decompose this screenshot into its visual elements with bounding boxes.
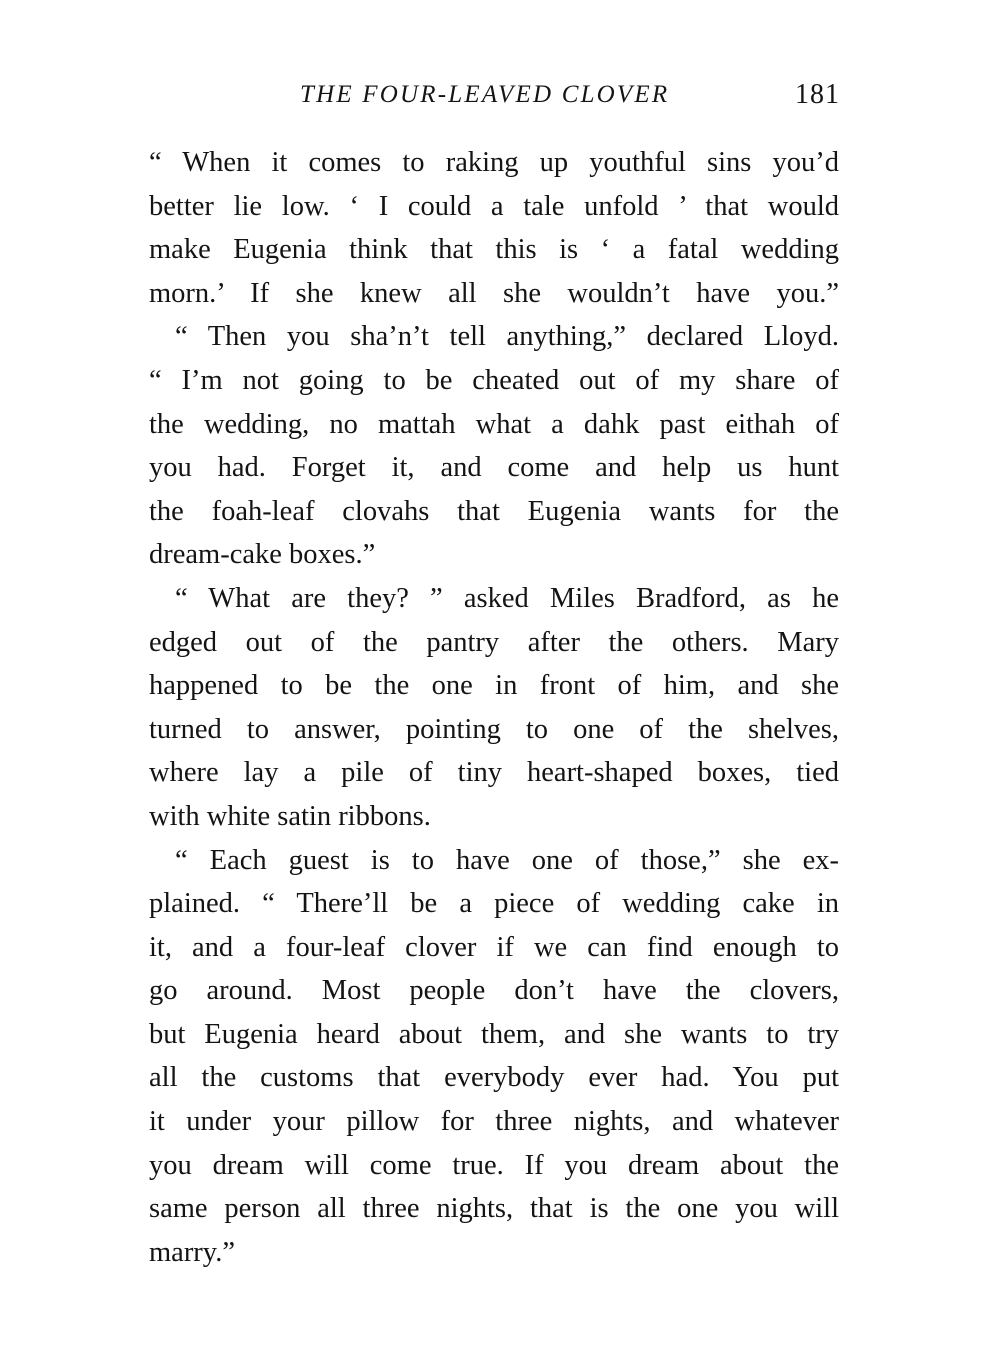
- text-line: go around. Most people don’t have the clovers,: [149, 975, 839, 1007]
- text-line: make Eugenia think that this is ‘ a fatal wedding: [149, 234, 839, 266]
- text-line: same person all three nights, that is the one you will: [149, 1193, 839, 1225]
- text-line: it, and a four-leaf clover if we can find enough to: [149, 931, 839, 963]
- text-line: edged out of the pantry after the others. Mary: [149, 626, 839, 658]
- text-line: turned to answer, pointing to one of the shelves,: [149, 713, 839, 745]
- text-line: “ Each guest is to have one of those,” she ex-: [175, 844, 839, 876]
- text-line: it under your pillow for three nights, and whatever: [149, 1106, 839, 1138]
- text-line: you had. Forget it, and come and help us hunt: [149, 452, 839, 484]
- text-line: morn.’ If she knew all she wouldn’t have you.”: [149, 277, 839, 309]
- text-line: “ I’m not going to be cheated out of my share of: [149, 364, 839, 396]
- text-line: “ What are they? ” asked Miles Bradford, as he: [175, 582, 839, 614]
- text-line: plained. “ There’ll be a piece of wedding cake in: [149, 888, 839, 920]
- text-line: the foah-leaf clovahs that Eugenia wants for the: [149, 495, 839, 527]
- text-line: happened to be the one in front of him, and she: [149, 670, 839, 702]
- text-line: “ Then you sha’n’t tell anything,” declared Lloyd.: [175, 321, 839, 353]
- text-line: “ When it comes to raking up youthful sins you’d: [149, 147, 839, 178]
- text-line: dream-cake boxes.”: [149, 539, 376, 571]
- text-line: but Eugenia heard about them, and she wants to try: [149, 1018, 839, 1050]
- text-line: better lie low. ‘ I could a tale unfold ’ that would: [149, 190, 839, 222]
- page-number: 181: [795, 79, 840, 110]
- text-line: where lay a pile of tiny heart-shaped boxes, tied: [149, 757, 839, 789]
- text-line: you dream will come true. If you dream about the: [149, 1149, 839, 1181]
- text-line: with white satin ribbons.: [149, 800, 431, 832]
- running-head: [148, 78, 840, 112]
- text-line: all the customs that everybody ever had. You put: [149, 1062, 839, 1094]
- text-line: the wedding, no mattah what a dahk past eithah of: [149, 408, 839, 440]
- body-text: [149, 141, 839, 1274]
- chapter-title: THE FOUR-LEAVED CLOVER: [300, 81, 670, 108]
- text-line: marry.”: [149, 1236, 235, 1268]
